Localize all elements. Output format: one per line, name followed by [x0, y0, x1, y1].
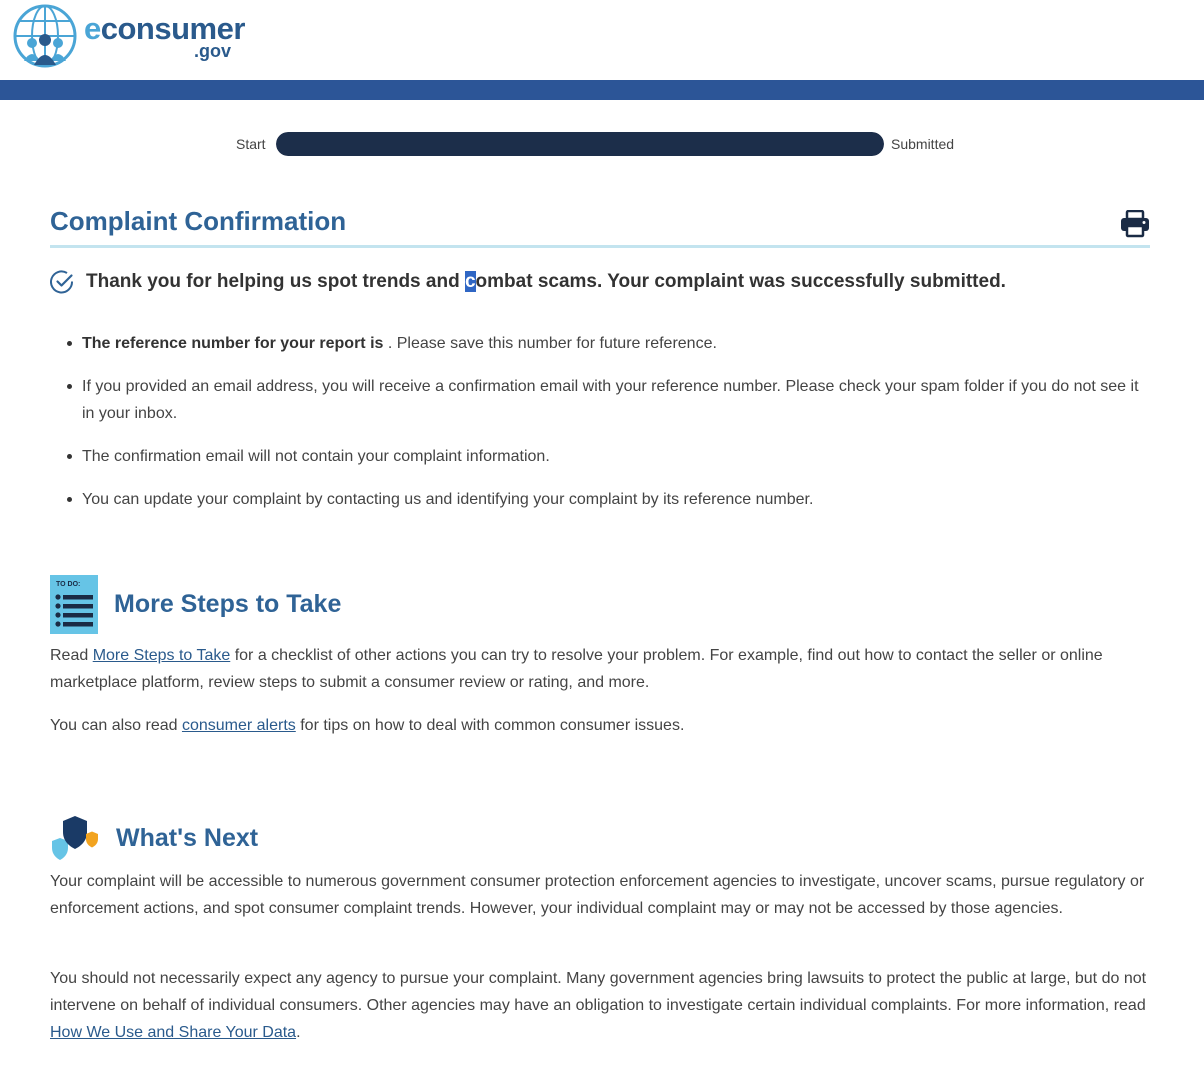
- success-text-before: Thank you for helping us spot trends and: [86, 271, 465, 292]
- selected-text: c: [464, 271, 476, 292]
- whats-next-heading-row: [50, 815, 258, 861]
- logo-main-text: consumer: [100, 11, 245, 46]
- title-row: [50, 200, 1150, 248]
- whats-next-heading: What's Next: [116, 823, 259, 852]
- todo-list-icon: [50, 575, 98, 634]
- consumer-alerts-paragraph: [50, 712, 1150, 739]
- logo-suffix: .gov: [194, 41, 232, 61]
- paragraph-text: Read: [50, 647, 93, 664]
- data-use-link[interactable]: How We Use and Share Your Data: [50, 1024, 297, 1041]
- whats-next-paragraph-1: Your complaint will be accessible to numerous government consumer protection enforcement agencies to investigate, uncover scams, pursue regulatory or enforcement actions, and spot consumer complaint trends. However, your individual complaint may or may not be accessed by those agencies.: [50, 873, 1145, 917]
- shields-icon: [50, 815, 100, 861]
- progress-end-label: Submitted: [891, 136, 955, 152]
- whats-next-paragraph-2: [50, 965, 1150, 1046]
- page-title: Complaint Confirmation: [50, 206, 347, 236]
- list-item: [82, 443, 1142, 470]
- globe-people-icon: [12, 3, 78, 69]
- more-steps-link[interactable]: More Steps to Take: [92, 647, 231, 664]
- progress-fill: [276, 132, 884, 156]
- paragraph-text: You should not necessarily expect any agency to pursue your complaint. Many government agencies bring lawsuits to protect the public at large, but do not intervene on behalf of individual consumers. Other agencies may have an obligation to investigate certain individual complaints. For more information, read: [50, 970, 1147, 1014]
- paragraph-text: for a checklist of other actions you can try to resolve your problem. For example, find out how to contact the seller or online marketplace platform, review steps to submit a consumer review or rating, and more.: [50, 647, 1103, 691]
- success-text-after: ombat scams. Your complaint was successfully submitted.: [475, 271, 1006, 292]
- progress-track: [276, 132, 884, 156]
- printer-icon: [1120, 210, 1150, 238]
- consumer-alerts-link[interactable]: consumer alerts: [181, 717, 296, 734]
- more-steps-heading-row: [50, 575, 341, 634]
- paragraph-text: .: [296, 1024, 301, 1041]
- logo-wordmark: [84, 3, 244, 69]
- progress-bar: [236, 130, 976, 158]
- print-button[interactable]: [1120, 210, 1150, 238]
- list-item-text: The confirmation email will not contain your complaint information.: [82, 448, 550, 465]
- list-item-text: . Please save this number for future reference.: [383, 335, 717, 352]
- more-steps-paragraph: [50, 642, 1150, 696]
- list-item-text: You can update your complaint by contacting us and identifying your complaint by its reference number.: [82, 491, 814, 508]
- reference-number-label: The reference number for your report is: [82, 335, 384, 352]
- paragraph-text: You can also read: [50, 717, 182, 734]
- progress-start-label: Start: [236, 136, 266, 152]
- header-banner: [0, 80, 1204, 100]
- site-header: [0, 0, 1204, 80]
- econsumer-logo[interactable]: [12, 3, 252, 69]
- list-item-text: If you provided an email address, you will receive a confirmation email with your reference number. Please check your spam folder if you do not see it in your inbox.: [82, 378, 1139, 422]
- todo-icon-label: TO DO:: [56, 581, 81, 588]
- paragraph-text: for tips on how to deal with common consumer issues.: [295, 717, 685, 734]
- list-item: [82, 373, 1142, 427]
- list-item: [82, 486, 1142, 513]
- confirmation-info-list: [82, 330, 1142, 529]
- list-item: [82, 330, 1142, 357]
- success-text: [86, 271, 1006, 293]
- check-circle-icon: [50, 269, 76, 295]
- success-message: [50, 266, 1150, 298]
- logo-e-letter: e: [84, 11, 101, 46]
- more-steps-heading: More Steps to Take: [114, 590, 342, 618]
